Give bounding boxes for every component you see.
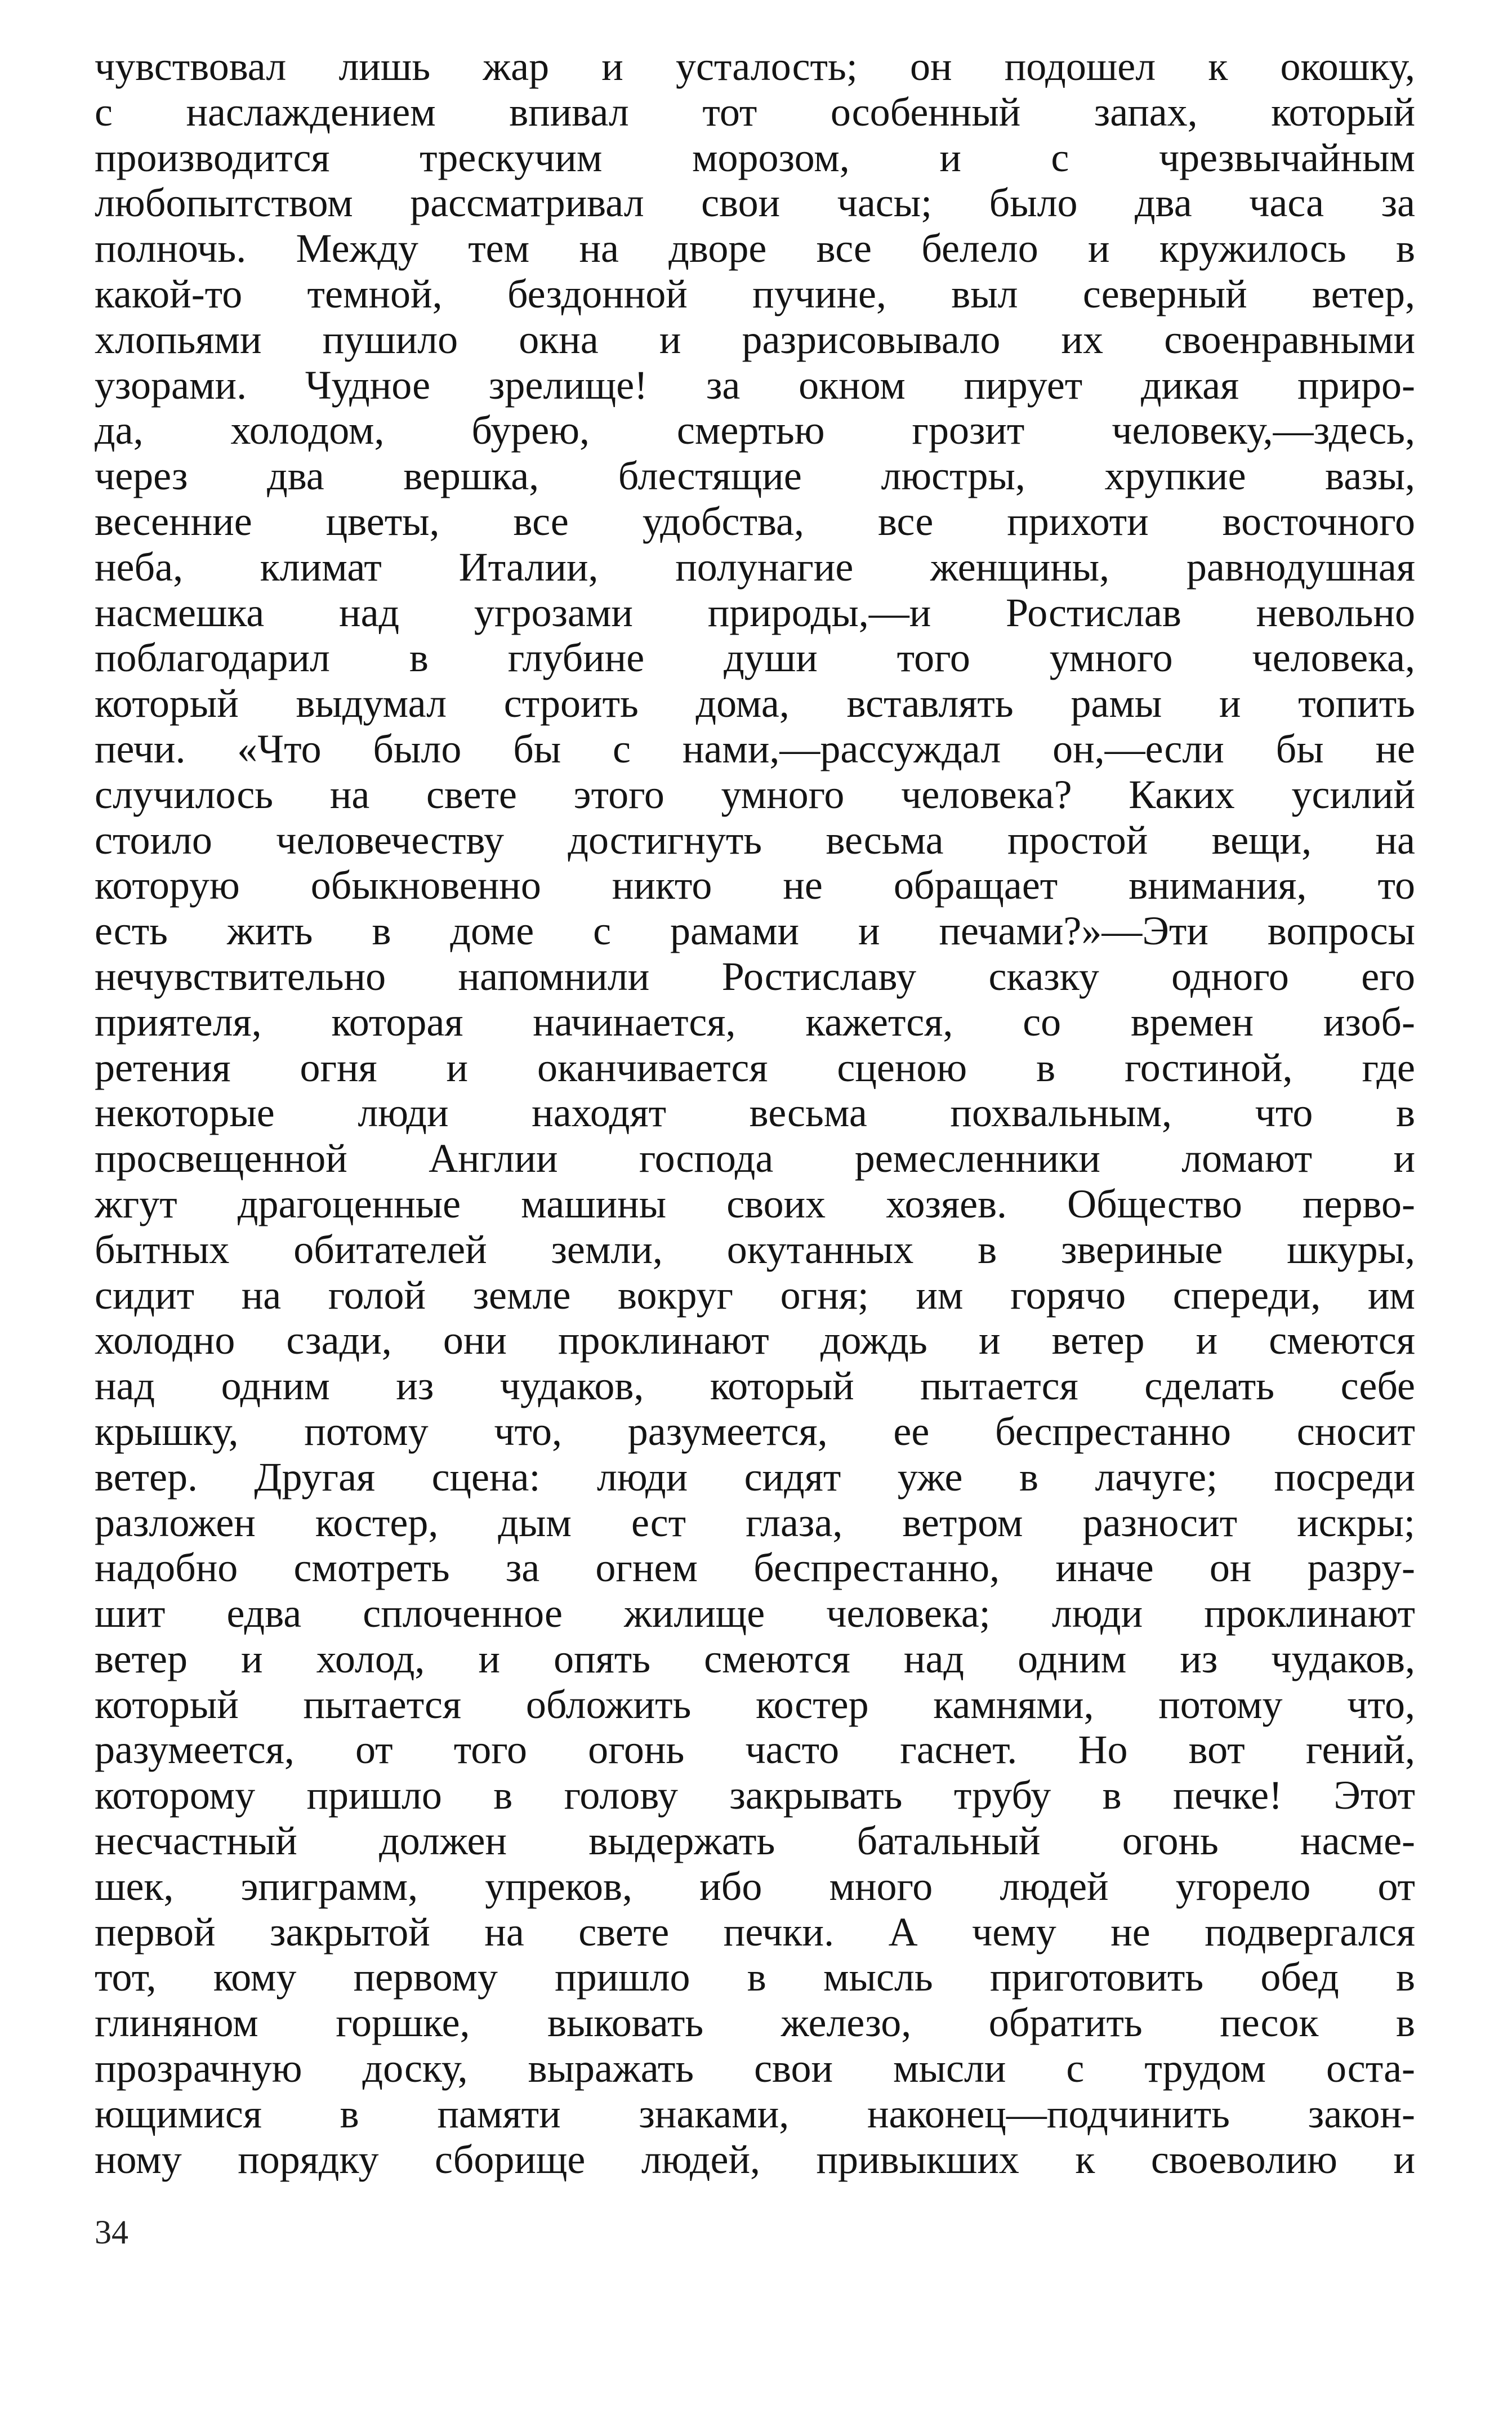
text-line: разложен костер, дым ест глаза, ветром разносит искры; <box>95 1500 1415 1545</box>
text-line: тот, кому первому пришло в мысль приготовить обед в <box>95 1955 1415 2000</box>
text-line: которую обыкновенно никто не обращает внимания, то <box>95 863 1415 908</box>
text-line: узорами. Чудное зрелище! за окном пирует дикая приро- <box>95 362 1415 408</box>
text-line: любопытством рассматривал свои часы; было два часа за <box>95 180 1415 226</box>
text-line: разумеется, от того огонь часто гаснет. Но вот гений, <box>95 1727 1415 1773</box>
text-line: над одним из чудаков, который пытается сделать себе <box>95 1363 1415 1409</box>
text-line: поблагодарил в глубине души того умного человека, <box>95 635 1415 681</box>
text-line: ретения огня и оканчивается сценою в гостиной, где <box>95 1045 1415 1090</box>
text-line: жгут драгоценные машины своих хозяев. Общество перво- <box>95 1181 1415 1226</box>
text-line: холодно сзади, они проклинают дождь и ветер и смеются <box>95 1318 1415 1363</box>
text-line: ющимися в памяти знаками, наконец—подчинить закон- <box>95 2091 1415 2136</box>
text-line: который выдумал строить дома, вставлять рамы и топить <box>95 681 1415 726</box>
text-line: шек, эпиграмм, упреков, ибо много людей угорело от <box>95 1863 1415 1909</box>
text-line: какой-то темной, бездонной пучине, выл северный ветер, <box>95 271 1415 316</box>
text-line: хлопьями пушило окна и разрисовывало их своенравными <box>95 316 1415 362</box>
text-line: глиняном горшке, выковать железо, обратить песок в <box>95 2000 1415 2046</box>
text-line: бытных обитателей земли, окутанных в звериные шкуры, <box>95 1226 1415 1272</box>
text-line: производится трескучим морозом, и с чрезвычайным <box>95 135 1415 180</box>
text-line: который пытается обложить костер камнями, потому что, <box>95 1681 1415 1727</box>
text-line: полночь. Между тем на дворе все белело и кружилось в <box>95 226 1415 271</box>
body-text <box>95 44 1415 2182</box>
text-line: просвещенной Англии господа ремесленники ломают и <box>95 1136 1415 1181</box>
text-line: несчастный должен выдержать батальный огонь насме- <box>95 1818 1415 1864</box>
text-line: через два вершка, блестящие люстры, хрупкие вазы, <box>95 453 1415 499</box>
text-line: неба, климат Италии, полунагие женщины, равнодушная <box>95 544 1415 590</box>
text-line: печи. «Что было бы с нами,—рассуждал он,—если бы не <box>95 726 1415 771</box>
text-line: да, холодом, бурею, смертью грозит человеку,—здесь, <box>95 408 1415 453</box>
text-line: случилось на свете этого умного человека? Каких усилий <box>95 771 1415 817</box>
text-line: крышку, потому что, разумеется, ее беспрестанно сносит <box>95 1408 1415 1454</box>
text-line: приятеля, которая начинается, кажется, со времен изоб- <box>95 999 1415 1045</box>
text-line: прозрачную доску, выражать свои мысли с трудом оста- <box>95 2046 1415 2091</box>
text-line: шит едва сплоченное жилище человека; люди проклинают <box>95 1591 1415 1636</box>
text-line: ветер и холод, и опять смеются над одним из чудаков, <box>95 1636 1415 1681</box>
text-line: есть жить в доме с рамами и печами?»—Эти вопросы <box>95 908 1415 954</box>
text-line: сидит на голой земле вокруг огня; им горячо спереди, им <box>95 1272 1415 1318</box>
text-line: нечувствительно напомнили Ростиславу сказку одного его <box>95 953 1415 999</box>
text-line: весенние цветы, все удобства, все прихоти восточного <box>95 498 1415 544</box>
text-line: которому пришло в голову закрывать трубу в печке! Этот <box>95 1773 1415 1818</box>
page-number: 34 <box>95 2214 128 2251</box>
text-line: некоторые люди находят весьма похвальным, что в <box>95 1090 1415 1136</box>
text-line: насмешка над угрозами природы,—и Ростислав невольно <box>95 590 1415 635</box>
text-line: стоило человечеству достигнуть весьма простой вещи, на <box>95 817 1415 863</box>
text-line: ному порядку сборище людей, привыкших к своеволию и <box>95 2136 1415 2182</box>
text-line: надобно смотреть за огнем беспрестанно, иначе он разру- <box>95 1545 1415 1591</box>
text-line: первой закрытой на свете печки. А чему не подвергался <box>95 1909 1415 1955</box>
text-line: с наслаждением впивал тот особенный запах, который <box>95 89 1415 135</box>
text-line: ветер. Другая сцена: люди сидят уже в лачуге; посреди <box>95 1454 1415 1500</box>
text-line: чувствовал лишь жар и усталость; он подошел к окошку, <box>95 44 1415 89</box>
